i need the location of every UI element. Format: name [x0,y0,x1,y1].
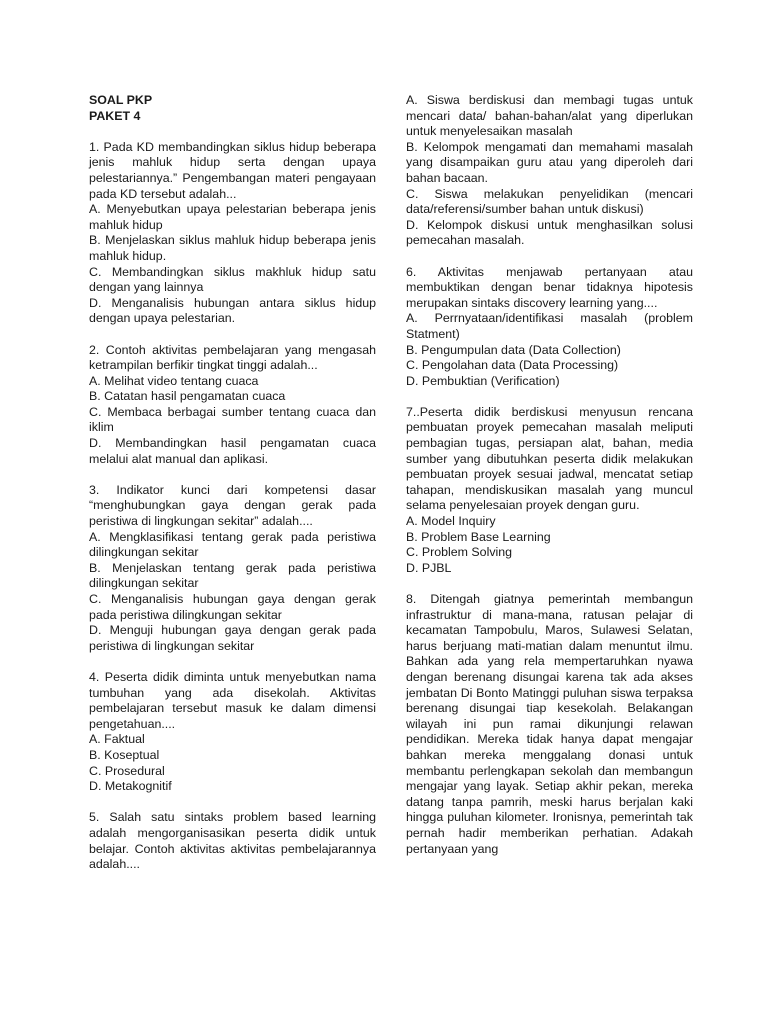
question-1 [89,140,376,327]
document-subtitle: PAKET 4 [89,108,141,123]
option-b: B. Kelompok mengamati dan memahami masalah yang disampaikan guru atau yang diperoleh dari bahan bacaan. [406,139,693,185]
option-c: C. Membaca berbagai sumber tentang cuaca dan iklim [89,404,376,435]
question-stem: 2. Contoh aktivitas pembelajaran yang mengasah ketrampilan berfikir tingkat tinggi adalah... [89,342,376,373]
option-d: D. Pembuktian (Verification) [406,373,560,388]
option-a: A. Perrnyataan/identifikasi masalah (problem Statment) [406,311,693,341]
question-stem: 4. Peserta didik diminta untuk menyebutkan nama tumbuhan yang ada disekolah. Aktivitas pembelajaran tersebut masuk ke dalam dimensi pengetahuan.... [89,669,376,731]
option-c: C. Problem Solving [406,545,513,560]
option-d: D. Menganalisis hubungan antara siklus hidup dengan upaya pelestarian. [89,295,376,326]
document-header [89,93,376,124]
question-2 [89,343,376,468]
question-stem: 8. Ditengah giatnya pemerintah membangun infrastruktur di mana-mana, ratusan pelajar di kecamatan Tampobulu, Maros, Sulawesi Selatan, harus berjuang mati-matian dalam menuntut ilmu. Bahkan ada yang rela mempertaruhkan nyawa dengan berenang disungai karena tak ada akses jembatan Di Bonto Matinggi puluhan siswa terpaksa berenang disungai tiap kesekolah. Belakangan wilayah ini pun ramai dikunjungi relawan pendidikan. Mereka tidak hanya dapat mengajar bahkan mereka menggalang donasi untuk membantu perlengkapan sekolah dan membangun mengajar yang layak. Setiap akhir pekan, mereka datang tanpa pamrih, meski harus berjalan kaki hingga puluhan kilometer. Ironisnya, pemerintah tak pernah hadir memberikan perhatian. Adakah pertanyaan yang [406,592,693,856]
question-stem: 6. Aktivitas menjawab pertanyaan atau membuktikan dengan benar tidaknya hipotesis merupakan sintaks discovery learning yang.... [406,264,693,310]
option-b: B. Problem Base Learning [406,529,551,544]
option-d: D. Menguji hubungan gaya dengan gerak pada peristiwa di lingkungan sekitar [89,623,376,653]
option-d: D. Metakognitif [89,779,172,794]
option-b: B. Pengumpulan data (Data Collection) [406,342,621,357]
question-stem: 7..Peserta didik berdiskusi menyusun rencana pembuatan proyek pemecahan masalah meliputi pembagian tugas, persiapan alat, bahan, media sumber yang dibutuhkan peserta didik melakukan pembuatan proyek sesuai jadwal, mencatat setiap tahapan, mendiskusikan masalah yang muncul selama penyelesaian proyek dengan guru. [406,404,693,513]
option-d: D. PJBL [406,560,452,575]
question-6 [406,265,693,390]
question-5 [89,810,376,872]
option-b: B. Koseptual [89,747,160,762]
question-stem: 3. Indikator kunci dari kompetensi dasar “menghubungkan gaya dengan gerak pada peristiwa di lingkungan sekitar” adalah.... [89,482,376,529]
left-column [89,93,376,888]
option-a: A. Faktual [89,732,145,747]
question-3 [89,483,376,655]
option-c: C. Siswa melakukan penyelidikan (mencari data/referensi/sumber bahan untuk diskusi) [406,186,693,217]
option-b: B. Menjelaskan tentang gerak pada peristiwa dilingkungan sekitar [89,560,376,591]
question-8 [406,592,693,857]
option-c: C. Membandingkan siklus makhluk hidup satu dengan yang lainnya [89,264,376,295]
option-d: D. Membandingkan hasil pengamatan cuaca melalui alat manual dan aplikasi. [89,436,376,466]
question-stem: 5. Salah satu sintaks problem based learning adalah mengorganisasikan peserta didik untuk belajar. Contoh aktivitas aktivitas pembelajarannya adalah.... [89,810,376,872]
option-a: A. Mengklasifikasi tentang gerak pada peristiwa dilingkungan sekitar [89,529,376,560]
right-column [406,93,693,873]
option-a: A. Melihat video tentang cuaca [89,373,259,388]
option-d: D. Kelompok diskusi untuk menghasilkan solusi pemecahan masalah. [406,217,693,248]
option-b: B. Menjelaskan siklus mahluk hidup beberapa jenis mahluk hidup. [89,233,376,263]
question-stem: 1. Pada KD membandingkan siklus hidup beberapa jenis mahluk hidup serta dengan upaya pelestariannya.” Pengembangan materi pengayaan pada KD tersebut adalah... [89,139,376,201]
option-a: A. Model Inquiry [406,514,496,529]
option-c: C. Menganalisis hubungan gaya dengan gerak pada peristiwa dilingkungan sekitar [89,592,376,622]
option-b: B. Catatan hasil pengamatan cuaca [89,389,286,404]
option-a: A. Siswa berdiskusi dan membagi tugas untuk mencari data/ bahan-bahan/alat yang diperlukan untuk menyelesaikan masalah [406,93,693,139]
option-c: C. Prosedural [89,763,165,778]
document-title: SOAL PKP [89,93,153,107]
question-4 [89,670,376,795]
question-5-options [406,93,693,249]
option-c: C. Pengolahan data (Data Processing) [406,358,619,373]
question-7 [406,405,693,577]
option-a: A. Menyebutkan upaya pelestarian beberapa jenis mahluk hidup [89,202,376,232]
